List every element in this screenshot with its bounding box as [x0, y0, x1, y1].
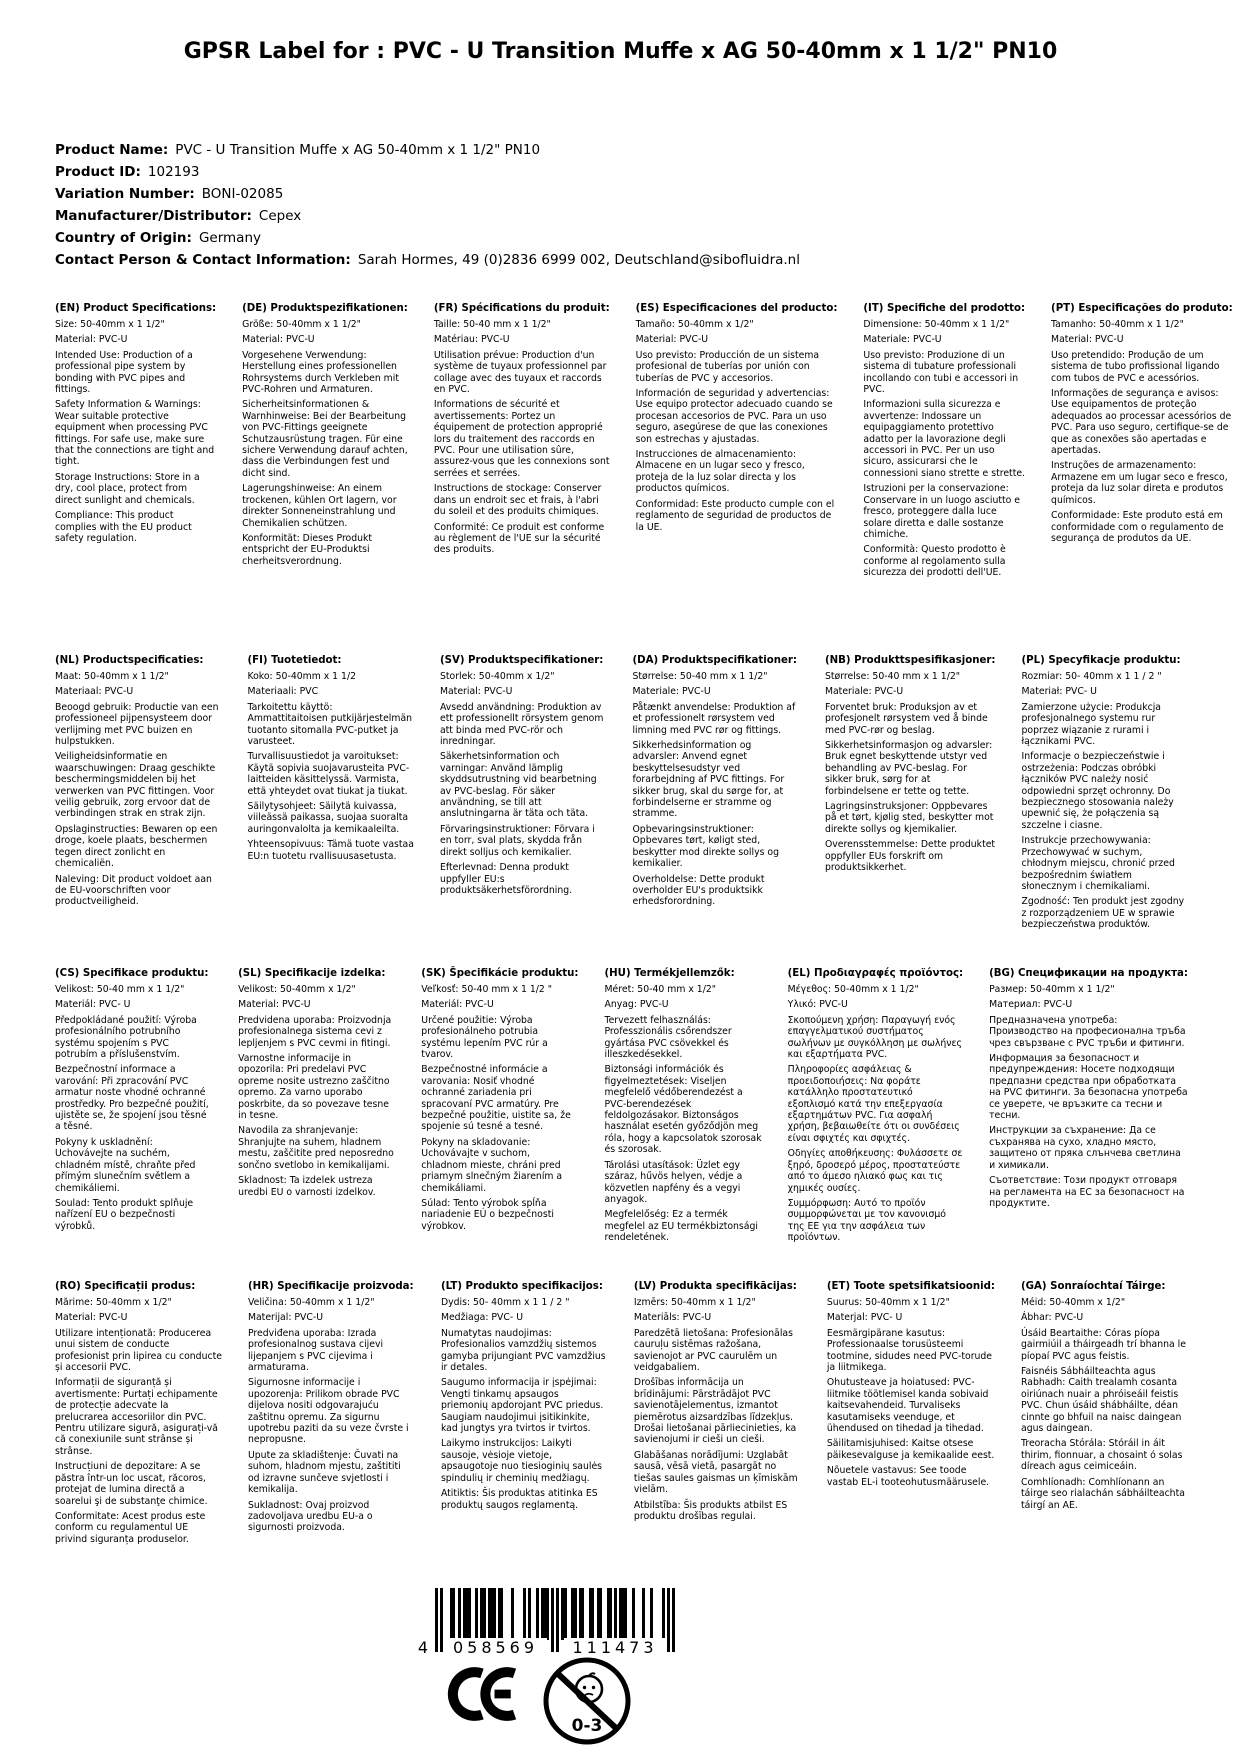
spec-block-da — [632, 655, 798, 908]
spec-item: Opbevaringsinstruktioner: Opbevares tørt, køligt sted, beskytter mod direkte sollys og kemikalier. — [632, 823, 779, 870]
spec-heading-sl: (SL) Specifikacije izdelka: — [238, 968, 386, 979]
spec-heading-ro: (RO) Specificații produs: — [55, 1281, 196, 1292]
barcode-bar — [592, 1588, 595, 1640]
contact-label: Contact Person & Contact Information: — [55, 252, 351, 268]
spec-heading-cs: (CS) Specifikace produktu: — [55, 968, 209, 979]
spec-item: Safety Information & Warnings: Wear suitable protective equipment when processing PVC fittings. For safe use, make sure that the connections are tight and tight. — [55, 399, 215, 468]
spec-item: Tarkoitettu käyttö: Ammattitaitoisen putkijärjestelmän tuotanto sitomalla PVC-putket ja varusteet. — [247, 701, 413, 748]
spec-item: Uso previsto: Produzione di un sistema di tubature professionali incollando con tubi e accessori in PVC. — [863, 349, 1019, 396]
spec-item: Laikymo instrukcijos: Laikyti sausoje, vėsioje vietoje, apsaugotoje nuo tiesioginių saulės spindulių ir cheminių medžiagų. — [440, 1438, 603, 1484]
spec-item: Nõuetele vastavus: See toode vastab EL-i tooteohutusmäärusele. — [826, 1465, 990, 1488]
spec-item: Lagringsinstruksjoner: Oppbevares på et tørt, kjølig sted, beskytter mot direkte sollys og kjemikalier. — [824, 801, 994, 835]
spec-item: Varnostne informacije in opozorila: Pri predelavi PVC opreme nosite ustrezno zaščitno opremo. Za varno uporabo poskrbite, da so povezave tesne in tesne. — [238, 1053, 390, 1122]
country-of-origin-row — [55, 227, 800, 249]
spec-item: Οδηγίες αποθήκευσης: Φυλάσσετε σε ξηρό, δροσερό μέρος, προστατεύστε από το άμεσο ηλιακό φως και τις χημικές ουσίες. — [787, 1148, 963, 1194]
spec-item: Medžiaga: PVC- U — [440, 1312, 523, 1324]
spec-item: Instructions de stockage: Conserver dans un endroit sec et frais, à l'abri du soleil et des produits chimiques. — [433, 483, 602, 518]
spec-item: Compliance: This product complies with the EU product safety regulation. — [55, 510, 192, 544]
spec-item: Mărime: 50-40mm x 1/2" — [55, 1297, 172, 1308]
spec-item: Maat: 50-40mm x 1 1/2" — [55, 671, 169, 682]
spec-heading-pl: (PL) Specyfikacje produktu: — [1021, 655, 1181, 666]
spec-item: Säkerhetsinformation och varningar: Använd lämplig skyddsutrustning vid bearbetning av PVC-beslag. För säker användning, se till att anslutningarna är täta och täta. — [439, 751, 597, 820]
spec-item: Turvallisuustiedot ja varoitukset: Käytä sopivia suojavarusteita PVC-laitteiden käsittelyssä. Varmista, että yhteydet ovat tiukat ja tiukat. — [247, 751, 410, 797]
spec-item: Treoracha Stórála: Stóráil in áit thirim, fionnuar, a chosaint ó solas díreach agus ceimiceáin. — [1021, 1438, 1183, 1473]
spec-block-et — [827, 1281, 995, 1488]
spec-heading-de: (DE) Produktspezifikationen: — [242, 303, 408, 314]
spec-block-sk — [421, 968, 578, 1232]
spec-item: Materiál: PVC-U — [421, 999, 494, 1011]
spec-item: Suurus: 50-40mm x 1 1/2" — [826, 1297, 950, 1308]
spec-item: Glabāšanas norādījumi: Uzglabāt sausā, vēsā vietā, pasargāt no tiešas saules gaismas un ķīmiskām vielām. — [633, 1449, 798, 1496]
barcode-right-digits: 111473 — [564, 1638, 666, 1657]
product-name-label: Product Name: — [55, 142, 169, 158]
spec-heading-lv: (LV) Produkta specifikācijas: — [633, 1281, 797, 1292]
spec-item: Material: PVC-U — [238, 999, 311, 1011]
spec-item: Größe: 50-40mm x 1 1/2" — [242, 319, 361, 330]
barcode-bar — [483, 1588, 486, 1640]
spec-row-1 — [55, 303, 1233, 579]
spec-item: Naleving: Dit product voldoet aan de EU-voorschriften voor productveiligheid. — [55, 873, 212, 908]
spec-item: Informazioni sulla sicurezza e avvertenze: Indossare un equipaggiamento protettivo adatto per la lavorazione degli accessori in PVC. Per un uso sicuro, assicurarsi che le connessioni siano strette e strette. — [863, 399, 1026, 479]
variation-number-value: BONI-02085 — [201, 186, 284, 202]
barcode-bar — [556, 1588, 559, 1652]
spec-item: Velikost: 50-40mm x 1/2" — [238, 984, 356, 995]
spec-item: Conformità: Questo prodotto è conforme al regolamento sulla sicurezza dei prodotti dell'UE. — [863, 544, 1006, 579]
spec-item: Predvidena uporaba: Proizvodnja profesionalnega sistema cevi z lepljenjem s PVC cevmi in fitingi. — [238, 1014, 392, 1049]
barcode-bar — [501, 1588, 504, 1640]
spec-item: Uso pretendido: Produção de um sistema de tubo profissional ligando com tubos de PVC e acessórios. — [1051, 349, 1220, 384]
spec-item: Uso previsto: Producción de un sistema profesional de tuberías por unión con tuberías de PVC y accesorios. — [635, 349, 820, 384]
country-of-origin-value: Germany — [198, 230, 261, 246]
spec-item: Sicherheitsinformationen & Warnhinweise: Bei der Bearbeitung von PVC-Fittings geeignete Schutzausrüstung tragen. Für eine sichere Verwendung darauf achten, dass die Verbindungen fest und dicht sind. — [242, 399, 408, 479]
spec-item: Biztonsági információk és figyelmeztetések: Viseljen megfelelő védőberendezést a PVC-berendezések feldolgozásakor. Biztonságos használat esetén győződjön meg róla, hogy a kapcsolatok szorosak és szorosak. — [604, 1064, 762, 1156]
barcode-bar — [493, 1588, 496, 1640]
spec-block-lv — [634, 1281, 801, 1522]
spec-heading-pt: (PT) Especificações do produto: — [1051, 303, 1233, 314]
manufacturer-row — [55, 205, 800, 227]
product-info-section — [55, 139, 800, 271]
spec-item: Konformität: Dieses Produkt entspricht der EU-Produktsi cherheitsverordnung. — [242, 532, 373, 567]
barcode-bar — [511, 1588, 514, 1640]
spec-row-4 — [55, 1281, 1188, 1545]
barcode-bar — [546, 1588, 549, 1640]
barcode-bar — [435, 1588, 438, 1652]
spec-item: Størrelse: 50-40 mm x 1 1/2" — [824, 671, 961, 682]
spec-item: Instrucciones de almacenamiento: Almacene en un lugar seco y fresco, proteja de la luz solar directa y los productos químicos. — [635, 449, 805, 495]
spec-item: Beoogd gebruik: Productie van een professioneel pijpensysteem door verlijming met PVC buizen en hulpstukken. — [55, 701, 219, 748]
spec-item: Informacje o bezpieczeństwie i ostrzeżenia: Podczas obróbki łączników PVC należy nosić odpowiedni sprzęt ochronny. Do bezpiecznego stosowania należy upewnić się, że połączenia są szczelne i ciasne. — [1021, 751, 1174, 831]
spec-block-sl — [238, 968, 395, 1198]
spec-block-el — [788, 968, 963, 1244]
spec-item: Méret: 50-40 mm x 1/2" — [604, 984, 717, 995]
barcode-bar — [609, 1588, 612, 1640]
spec-block-fi — [247, 655, 413, 862]
spec-item: Tamanho: 50-40mm x 1 1/2" — [1051, 319, 1184, 330]
spec-row-2 — [55, 655, 1188, 931]
spec-block-nb — [825, 655, 996, 874]
spec-item: Materiaali: PVC — [247, 686, 319, 698]
spec-item: Material: PVC-U — [55, 334, 128, 346]
barcode-bar — [475, 1588, 478, 1640]
spec-item: Størrelse: 50-40 mm x 1 1/2" — [632, 671, 768, 682]
spec-item: Materiale: PVC-U — [632, 686, 711, 698]
spec-item: Conformitate: Acest produs este conform cu regulamentul UE privind siguranța produselor. — [55, 1510, 206, 1545]
spec-item: Tamaño: 50-40mm x 1/2" — [635, 319, 754, 330]
spec-item: Dimensione: 50-40mm x 1 1/2" — [863, 319, 1010, 330]
barcode-bar — [536, 1588, 539, 1640]
spec-item: Úsáid Beartaithe: Córas píopa gairmiúil a tháirgeadh trí bhanna le píopaí PVC agus feistis. — [1021, 1327, 1186, 1362]
spec-item: Instrucțiuni de depozitare: A se păstra într-un loc uscat, răcoros, protejat de lumina directă a soarelui şi de substanţe chimice. — [55, 1461, 208, 1507]
spec-item: Zgodność: Ten produkt jest zgodny z rozporządzeniem UE w sprawie bezpieczeństwa produktów. — [1021, 896, 1185, 931]
spec-item: Tárolási utasítások: Üzlet egy száraz, hűvös helyen, védje a közvetlen napfény és a vegyi anyagok. — [604, 1159, 743, 1205]
spec-item: Utilizare intenționată: Producerea unui sistem de conducte profesionist prin lipirea cu conducte și accesorii PVC. — [55, 1327, 222, 1374]
spec-item: Určené použitie: Výroba profesionálneho potrubia systému lepením PVC rúr a tvarov. — [421, 1014, 548, 1061]
spec-item: Material: PVC-U — [55, 1312, 128, 1324]
spec-item: Materiaal: PVC-U — [55, 686, 134, 698]
spec-block-hu — [604, 968, 761, 1244]
variation-number-row — [55, 183, 800, 205]
spec-item: Conformité: Ce produit est conforme au règlement de l'UE sur la sécurité des produits. — [433, 521, 605, 556]
spec-item: Eesmärgipärane kasutus: Professionaalse torusüsteemi tootmine, sidudes need PVC-torude ja liitmikega. — [826, 1327, 993, 1374]
contact-row — [55, 249, 800, 271]
product-id-label: Product ID: — [55, 164, 141, 180]
spec-block-sv — [440, 655, 607, 896]
spec-item: Säilitamisjuhised: Kaitse otsese päikesevalguse ja kemikaalide eest. — [826, 1438, 995, 1461]
spec-item: Veiligheidsinformatie en waarschuwingen: Draag geschikte beschermingsmiddelen bij het verwerken van PVC fittingen. Voor veilig gebruik, zorg ervoor dat de verbindingen strak en strak zijn. — [55, 751, 216, 820]
spec-block-lt — [441, 1281, 608, 1511]
spec-item: Съответствие: Този продукт отговаря на регламента на ЕС за безопасност на продуктите. — [989, 1175, 1185, 1209]
spec-item: Atbilstība: Šis produkts atbilst ES produktu drošības regulai. — [633, 1499, 788, 1522]
barcode-bar — [672, 1588, 675, 1652]
spec-item: Materijal: PVC-U — [247, 1312, 324, 1324]
spec-item: Sukladnost: Ovaj proizvod zadovoljava uredbu EU-a o sigurnosti proizvoda. — [247, 1499, 373, 1534]
spec-item: Yhteensopivuus: Tämä tuote vastaa EU:n tuotetu rvallisuusasetusta. — [247, 839, 414, 862]
spec-item: Instruções de armazenamento: Armazene em um lugar seco e fresco, proteja da luz solar direta e produtos químicos. — [1051, 460, 1228, 506]
spec-block-hr — [248, 1281, 415, 1534]
spec-item: Súlad: Tento výrobok spĺňa nariadenie EÚ o bezpečnosti výrobkov. — [421, 1197, 554, 1232]
spec-heading-nl: (NL) Productspecificaties: — [55, 655, 204, 666]
spec-row-3 — [55, 968, 1188, 1244]
country-of-origin-label: Country of Origin: — [55, 230, 192, 246]
ce-mark-icon — [437, 1663, 517, 1725]
spec-item: Materjal: PVC- U — [826, 1312, 903, 1324]
barcode-bar — [440, 1588, 443, 1652]
barcode-lead-digit: 4 — [415, 1638, 431, 1657]
barcode-bar — [632, 1588, 635, 1640]
spec-item: Pokyny k uskladnění: Uchovávejte na suchém, chladném místě, chraňte před přímým slunečním světlem a chemikáliemi. — [55, 1136, 196, 1194]
spec-item: Soulad: Tento produkt splňuje nařízení EU o bezpečnosti výrobků. — [55, 1197, 194, 1232]
spec-item: Vorgesehene Verwendung: Herstellung eines professionellen Rohrsystems durch Verkleben mit PVC-Rohren und Armaturen. — [242, 349, 399, 396]
spec-item: Materiāls: PVC-U — [633, 1312, 712, 1324]
barcode-bar — [551, 1588, 554, 1652]
spec-item: Avsedd användning: Produktion av ett professionellt rörsystem genom att binda med PVC-rör och inredningar. — [439, 701, 604, 748]
spec-heading-et: (ET) Toote spetsifikatsioonid: — [826, 1281, 996, 1292]
spec-item: Предназначена употреба: Производство на професионална тръба чрез свързване с PVC тръби и фитинги. — [989, 1014, 1186, 1049]
spec-heading-bg: (BG) Спецификации на продукта: — [989, 968, 1188, 979]
spec-item: Sikkerhedsinformation og advarsler: Anvend egnet beskyttelsesudstyr ved forarbejdning af PVC fittings. For sikker brug, skal du sørge for, at forbindelserne er stramme og stramme. — [632, 740, 785, 820]
spec-heading-fi: (FI) Tuotetiedot: — [247, 655, 342, 666]
spec-item: Comhlíonadh: Comhlíonann an táirge seo rialachán sábháilteachta táirgí an AE. — [1021, 1476, 1185, 1511]
spec-item: Material: PVC-U — [1051, 334, 1124, 346]
spec-block-pt — [1051, 303, 1233, 544]
spec-item: Atitiktis: Šis produktas atitinka ES produktų saugos reglamentą. — [440, 1488, 598, 1511]
spec-heading-nb: (NB) Produkttspesifikasjoner: — [824, 655, 996, 666]
product-name-value: PVC - U Transition Muffe x AG 50-40mm x 1 1/2" PN10 — [175, 142, 541, 158]
spec-item: Informații de siguranță și avertismente: Purtați echipamente de protecție adecvate la prelucrarea accesoriilor din PVC. Pentru utilizare sigură, asigurați-vă că conexiunile sunt strânse și strânse. — [55, 1377, 218, 1457]
spec-item: Tervezett felhasználás: Professzionális csőrendszer gyártása PVC csövekkel és illeszkedésekkel. — [604, 1014, 732, 1061]
spec-heading-sv: (SV) Produktspecifikationer: — [439, 655, 604, 666]
spec-block-it — [863, 303, 1025, 579]
spec-block-ga — [1021, 1281, 1188, 1511]
barcode-bar — [453, 1588, 456, 1640]
spec-item: Megfelelőség: Ez a termék megfelel az EU termékbiztonsági rendeletének. — [604, 1209, 758, 1244]
spec-item: Forventet bruk: Produksjon av et profesjonelt rørsystem ved å binde med PVC-rør og beslag. — [824, 701, 988, 736]
spec-item: Dydis: 50- 40mm x 1 1 / 2 " — [440, 1297, 570, 1308]
spec-item: Navodila za shranjevanje: Shranjujte na suhem, hladnem mestu, zaščitite pred neposredno sončno svetlobo in kemikalijami. — [238, 1125, 394, 1171]
barcode-bar — [582, 1588, 585, 1640]
spec-item: Förvaringsinstruktioner: Förvara i en torr, sval plats, skydda från direkt solljus och kemikalier. — [439, 823, 595, 858]
spec-item: Rozmiar: 50- 40mm x 1 1 / 2 " — [1021, 671, 1162, 682]
spec-item: Upute za skladištenje: Čuvati na suhom, hladnom mjestu, zaštititi od izravne sunčeve svjetlosti i kemikalija. — [247, 1449, 401, 1496]
spec-heading-lt: (LT) Produkto specifikacijos: — [440, 1281, 603, 1292]
spec-heading-it: (IT) Specifiche del prodotto: — [863, 303, 1026, 314]
product-name-row — [55, 139, 800, 161]
spec-heading-fr: (FR) Spécifications du produit: — [433, 303, 610, 314]
spec-heading-el: (EL) Προδιαγραφές προϊόντος: — [787, 968, 964, 979]
spec-item: Veľkosť: 50-40 mm x 1 1/2 " — [421, 984, 553, 995]
spec-item: Koko: 50-40mm x 1 1/2 — [247, 671, 357, 682]
product-id-value: 102193 — [147, 164, 200, 180]
spec-item: Инструкции за съхранение: Да се съхранява на сухо, хладно място, защитено от пряка слънчева светлина и химикали. — [989, 1125, 1181, 1171]
spec-item: Overensstemmelse: Dette produktet oppfyller EUs forskrift om produktsikkerhet. — [824, 839, 996, 874]
barcode-bar — [624, 1588, 627, 1640]
spec-item: Veličina: 50-40mm x 1 1/2" — [247, 1297, 375, 1308]
spec-heading-sk: (SK) Špecifikácie produktu: — [421, 968, 579, 979]
manufacturer-label: Manufacturer/Distributor: — [55, 208, 252, 224]
spec-item: Storage Instructions: Store in a dry, cool place, protect from direct sunlight and chemicals. — [55, 471, 200, 506]
age-warning-0-3-icon — [541, 1655, 633, 1747]
spec-item: Informations de sécurité et avertissements: Portez un équipement de protection approprié lors du traitement des raccords en PVC. Pour une utilisation sûre, assurez-vous que les connexions sont serrées et serrées. — [433, 399, 610, 479]
barcode-bar — [599, 1588, 602, 1640]
spec-heading-es: (ES) Especificaciones del producto: — [635, 303, 838, 314]
spec-block-bg — [989, 968, 1188, 1209]
spec-item: Material: PVC-U — [439, 686, 513, 698]
age-range-label: 0-3 — [571, 1716, 603, 1736]
spec-item: Påtænkt anvendelse: Produktion af et professionelt rørsystem ved limning med PVC rør og fittings. — [632, 701, 796, 736]
spec-item: Istruzioni per la conservazione: Conservare in un luogo asciutto e fresco, proteggere dalla luce solare diretta e dalle sostanze chimiche. — [863, 483, 1021, 540]
spec-item: Overholdelse: Dette produkt overholder EU's produktsikk erhedsforordning. — [632, 873, 765, 908]
barcode-bar — [528, 1588, 531, 1640]
contact-value: Sarah Hormes, 49 (0)2836 6999 002, Deutschland@sibofluidra.nl — [357, 252, 800, 268]
spec-item: Predviđena uporaba: Izrada profesionalnog sustava cijevi lijepanjem s PVC cijevima i armaturama. — [247, 1327, 384, 1374]
spec-block-pl — [1022, 655, 1189, 931]
barcode-bar — [642, 1588, 645, 1640]
spec-block-ro — [55, 1281, 222, 1545]
spec-heading-ga: (GA) Sonraíochtaí Táirge: — [1021, 1281, 1166, 1292]
spec-item: Numatytas naudojimas: Profesionalios vamzdžių sistemos gamyba prijungiant PVC vamzdžius ir detales. — [440, 1327, 606, 1374]
spec-heading-da: (DA) Produktspecifikationer: — [632, 655, 797, 666]
spec-block-nl — [55, 655, 221, 908]
barcode-bar — [468, 1588, 471, 1640]
spec-item: Conformidade: Este produto está em conformidade com o regulamento de segurança de produtos da UE. — [1051, 510, 1224, 544]
barcode-bar — [667, 1588, 670, 1652]
spec-item: Lagerungshinweise: An einem trockenen, kühlen Ort lagern, vor direkter Sonneneinstrahlung und Chemikalien schützen. — [242, 483, 397, 529]
spec-block-es — [636, 303, 838, 533]
spec-item: Instrukcje przechowywania: Przechowywać w suchym, chłodnym miejscu, chronić przed bezpośrednim światłem słonecznym i chemikaliami. — [1021, 835, 1175, 892]
barcode-bar — [662, 1588, 665, 1640]
spec-item: Υλικό: PVC-U — [787, 999, 848, 1011]
spec-block-de — [242, 303, 408, 567]
page-title: GPSR Label for : PVC - U Transition Muffe x AG 50-40mm x 1 1/2" PN10 — [183, 39, 1058, 64]
spec-block-en — [55, 303, 216, 544]
barcode-bar — [614, 1588, 617, 1640]
spec-item: Drošības informācija un brīdinājumi: Pārstrādājot PVC savienotājelementus, izmantot piemērotus aizsardzības līdzekļus. Drošai lietošanai pārliecinieties, ka savienojumi ir cieši un cieši. — [633, 1377, 797, 1446]
barcode-bar — [458, 1588, 461, 1640]
spec-item: Efterlevnad: Denna produkt uppfyller EU:s produktsäkerhetsförordning. — [439, 862, 573, 896]
spec-block-fr — [434, 303, 610, 556]
ean-barcode — [417, 1588, 675, 1664]
spec-heading-en: (EN) Product Specifications: — [55, 303, 217, 314]
spec-item: Velikost: 50-40 mm x 1 1/2" — [55, 984, 185, 995]
spec-item: Storlek: 50-40mm x 1/2" — [439, 671, 555, 682]
spec-item: Předpokládané použití: Výroba profesionálního potrubního systému spojením s PVC potrubím a příslušenstvím. — [55, 1014, 197, 1061]
barcode-bar — [564, 1588, 567, 1640]
spec-item: Anyag: PVC-U — [604, 999, 669, 1011]
spec-item: Pokyny na skladovanie: Uchovávajte v suchom, chladnom mieste, chráni pred priamym slnečným žiarením a chemikáliami. — [421, 1136, 563, 1194]
spec-item: Faisnéis Sábháilteachta agus Rabhadh: Caith trealamh cosanta oiriúnach nuair a phróiseáil feistis PVC. Chun úsáid shábháilte, déan cinnte go bhfuil na naisc daingean agus daingean. — [1021, 1366, 1182, 1435]
spec-item: Размер: 50-40mm x 1 1/2" — [989, 984, 1115, 995]
spec-item: Información de seguridad y advertencias: Use equipo protector adecuado cuando se procesan accesorios de PVC. Para un uso seguro, asegúrese de que las conexiones son estrechas y ajustadas. — [635, 388, 833, 445]
spec-item: Säilytysohjeet: Säilytä kuivassa, viileässä paikassa, suojaa suoralta auringonvalolta ja kemikaaleilta. — [247, 801, 409, 835]
spec-item: Sikkerhetsinformasjon og advarsler: Bruk egnet beskyttende utstyr ved behandling av PVC-beslag. For sikker bruk, sørg for at forbindelsene er tette og tette. — [824, 740, 993, 797]
spec-heading-hr: (HR) Specifikacije proizvoda: — [247, 1281, 414, 1292]
spec-item: Conformidad: Este producto cumple con el reglamento de seguridad de productos de la UE. — [635, 498, 835, 533]
spec-item: Ábhar: PVC-U — [1021, 1312, 1084, 1324]
variation-number-label: Variation Number: — [55, 186, 195, 202]
spec-item: Informações de segurança e avisos: Use equipamentos de proteção adequados ao processar acessórios de PVC. Para uso seguro, certifique-se de que as conexões são apertadas e apertadas. — [1051, 388, 1232, 457]
spec-item: Μέγεθος: 50-40mm x 1 1/2" — [787, 984, 919, 995]
spec-item: Συμμόρφωση: Αυτό το προϊόν συμμορφώνεται με τον κανονισμό της ΕΕ για την ασφάλεια των προϊόντων. — [787, 1197, 946, 1244]
barcode-bar — [523, 1588, 526, 1640]
spec-item: Saugumo informacija ir įspėjimai: Vengti tinkamų apsaugos priemonių apdorojant PVC priedus. Saugiam naudojimui įsitikinkite, kad jungtys yra tvirtos ir tvirtos. — [440, 1377, 604, 1435]
barcode-bar — [650, 1588, 653, 1640]
manufacturer-value: Cepex — [258, 208, 302, 224]
spec-item: Size: 50-40mm x 1 1/2" — [55, 319, 165, 330]
spec-item: Информация за безопасност и предупреждения: Носете подходящи предпазни средства при обработката на PVC фитинги. За безопасна употреба се уверете, че връзките са тесни и тесни. — [989, 1053, 1188, 1122]
spec-item: Intended Use: Production of a professional pipe system by bonding with PVC pipes and fittings. — [55, 349, 193, 396]
barcode-bar — [574, 1588, 577, 1640]
spec-item: Taille: 50-40 mm x 1 1/2" — [433, 319, 551, 330]
spec-item: Materiale: PVC-U — [824, 686, 904, 698]
spec-item: Materiale: PVC-U — [863, 334, 942, 346]
spec-item: Méid: 50-40mm x 1/2" — [1021, 1297, 1126, 1308]
spec-item: Bezpečnostní informace a varování: Při zpracování PVC armatur noste vhodné ochranné prostředky. Pro bezpečné použití, ujistěte se, že spojení jsou těsné a těsné. — [55, 1064, 209, 1133]
spec-item: Opslaginstructies: Bewaren op een droge, koele plaats, beschermen tegen direct zonlicht en chemicaliën. — [55, 823, 218, 870]
product-id-row — [55, 161, 800, 183]
spec-item: Utilisation prévue: Production d'un système de tuyaux professionnel par collage avec des tuyaux et raccords en PVC. — [433, 349, 607, 396]
spec-item: Bezpečnostné informácie a varovania: Nosiť vhodné ochranné zariadenia pri spracovaní PVC armatúry. Pre bezpečné použitie, uistite sa, že spojenie sú tesné a tesné. — [421, 1064, 571, 1133]
spec-item: Material: PVC-U — [242, 334, 315, 346]
spec-item: Izmērs: 50-40mm x 1 1/2" — [633, 1297, 756, 1308]
spec-item: Material: PVC-U — [635, 334, 709, 346]
spec-heading-hu: (HU) Termékjellemzők: — [604, 968, 735, 979]
spec-item: Σκοπούμενη χρήση: Παραγωγή ενός επαγγελματικού συστήματος σωλήνων με συγκόλληση με σωλήνες και εξαρτήματα PVC. — [787, 1014, 962, 1061]
spec-block-cs — [55, 968, 212, 1232]
spec-item: Materiał: PVC- U — [1021, 686, 1097, 698]
spec-item: Skladnost: Ta izdelek ustreza uredbi EU o varnosti izdelkov. — [238, 1175, 376, 1198]
spec-item: Материал: PVC-U — [989, 999, 1073, 1011]
spec-item: Paredzētā lietošana: Profesionālas cauruļu sistēmas ražošana, savienojot ar PVC caurulēm un veidgabaliem. — [633, 1327, 793, 1374]
spec-item: Sigurnosne informacije i upozorenja: Prilikom obrade PVC dijelova nositi odgovarajuću zaštitnu opremu. Za sigurnu upotrebu paziti da su veze čvrste i nepropusne. — [247, 1377, 409, 1446]
barcode-left-digits: 058569 — [444, 1638, 547, 1657]
spec-item: Materiál: PVC- U — [55, 999, 131, 1011]
spec-item: Πληροφορίες ασφάλειας & προειδοποιήσεις: Να φοράτε κατάλληλο προστατευτικό εξοπλισμό κατά την επεξεργασία εξαρτημάτων PVC. Για ασφαλή χρήση, βεβαιωθείτε ότι οι συνδέσεις είναι σφιχτές και σφιχτές. — [787, 1064, 960, 1144]
spec-item: Matériau: PVC-U — [433, 334, 510, 346]
spec-item: Ohutusteave ja hoiatused: PVC-liitmike töötlemisel kanda sobivaid kaitsevahendeid. Turvaliseks kasutamiseks veenduge, et ühendused on tihedad ja tihedad. — [826, 1377, 989, 1435]
spec-item: Zamierzone użycie: Produkcja profesjonalnego systemu rur poprzez wiązanie z rurami i łącznikami PVC. — [1021, 701, 1161, 748]
